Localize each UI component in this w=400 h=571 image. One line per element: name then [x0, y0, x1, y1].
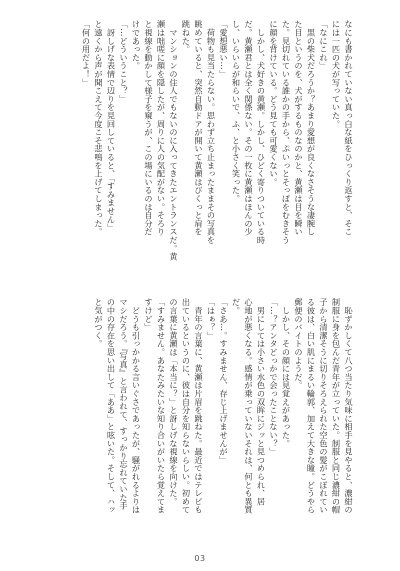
- text-column: 男にしては小さい水色の双眸にジッと見つめられ、居: [256, 298, 267, 506]
- text-column: た。見切れている誰かの手から、ぷいっとそっぽをむきそう: [281, 20, 292, 245]
- text-column: 跳ねた。: [181, 20, 192, 54]
- text-column: と遠くから声が聞こえて今度こそ悲鳴を上げてしまった。: [94, 20, 104, 236]
- text-column: 制服に身を包んだ青年が立っていた。制服と同じ濃紺の帽: [331, 298, 342, 514]
- page-number: 03: [194, 554, 206, 563]
- text-column: 眺めていると、突然自動ドアが開いて黄瀬はびくっと肩を: [194, 20, 204, 236]
- text-column: と視線を動かして様子を窺うが、この場にいるのは自分だ: [144, 20, 154, 236]
- text-column: の中の存在を思い出して「ああ」と呟いた。そして、ハッ: [106, 298, 117, 514]
- text-column: 訝しげな表情で辺りを見回していると、「すみません」: [106, 20, 117, 232]
- text-column: だ。黄瀬君とは全く関係ない。その一枚に黄瀬はほんの少: [244, 20, 254, 236]
- text-column: と気がつく。: [94, 298, 104, 348]
- text-column: だ。: [231, 298, 242, 315]
- text-block-top: [42, 20, 354, 282]
- text-column: 荷物も見当たらない。思わず立ち止まったままその写真を: [206, 20, 217, 245]
- text-column: 黒の柴犬だろうか？あまり愛想が良くなさそうな凄腕し: [306, 20, 317, 236]
- text-column: の言葉に黄瀬は「本当に？」と訝しげな視線を向けた。: [169, 298, 179, 506]
- text-column: 心地が悪くなる。感情が乗っていないそれは、何とも異質: [244, 298, 254, 514]
- text-column: 青年の言葉に、黄瀬は片眉を跳ねた。最近ではテレビも: [194, 298, 204, 514]
- text-column: 出ているというのに、彼は自分を知らないらしい。初めて: [181, 298, 192, 514]
- text-column: 郵便のバイトのようだ。: [294, 298, 304, 390]
- text-column: る彼は、白い肌にまるい輪郭、加えて大きな瞳。どうやら: [306, 298, 317, 514]
- text-block-bottom: [42, 298, 354, 550]
- text-column: すけど」: [144, 298, 154, 332]
- text-column: 「…？アンタどっかで会ったことない？」: [269, 298, 279, 456]
- text-column: 「…どういうこと？」: [119, 20, 129, 103]
- text-column: 「愛想悪い…」: [219, 20, 229, 79]
- text-column: には一匹の犬が写っていた。: [331, 20, 342, 128]
- text-column: しかし、その顔には見覚えがあった。: [281, 298, 292, 448]
- text-column: マンションの住人でもないのに入ってきたエントランスだ。黄: [169, 20, 179, 261]
- text-column: に顔を背けている。どう見ても可愛くない。: [269, 20, 279, 186]
- text-column: どうも引っかかる言いぐさであったが、騒がれるよりは: [131, 298, 142, 514]
- text-column: なにも書かれていない真っ白な紙をひっくり返すと、そこ: [344, 20, 354, 236]
- text-column: 「さあ…。すみません、存じ上げませんが」: [219, 298, 229, 464]
- text-column: 「すみません。あなたみたいな知り合いがいたら覚えてま: [156, 298, 167, 514]
- text-column: 恥ずかしくて八つ当たり気味に相手を見やると、濃紺の: [344, 298, 354, 514]
- text-column: 瀬は咄嗟に顔を隠したが、周りに人の気配がない。そろり: [156, 20, 167, 236]
- text-column: し、いらいらが和らいで、ふ、と小さく笑った。: [231, 20, 242, 203]
- text-column: 「はぁ？」: [206, 298, 217, 340]
- text-column: しかし、犬好きの黄瀬。しかし、ひどく寄りついている時: [256, 20, 267, 245]
- text-column: 子から清潔そうに切りそろえられた空色の髪がこぼれてい: [319, 298, 329, 514]
- text-column: 「何の用だよ！」: [81, 20, 92, 87]
- text-column: けであった。: [131, 20, 142, 70]
- text-column: 「なにこれ」: [319, 20, 329, 70]
- text-column: マシだろう。『写真』と言われて、すっかり忘れていた手: [119, 298, 129, 510]
- text-column: た目というのを、犬がするものなのかと、黄瀬は目を瞬い: [294, 20, 304, 236]
